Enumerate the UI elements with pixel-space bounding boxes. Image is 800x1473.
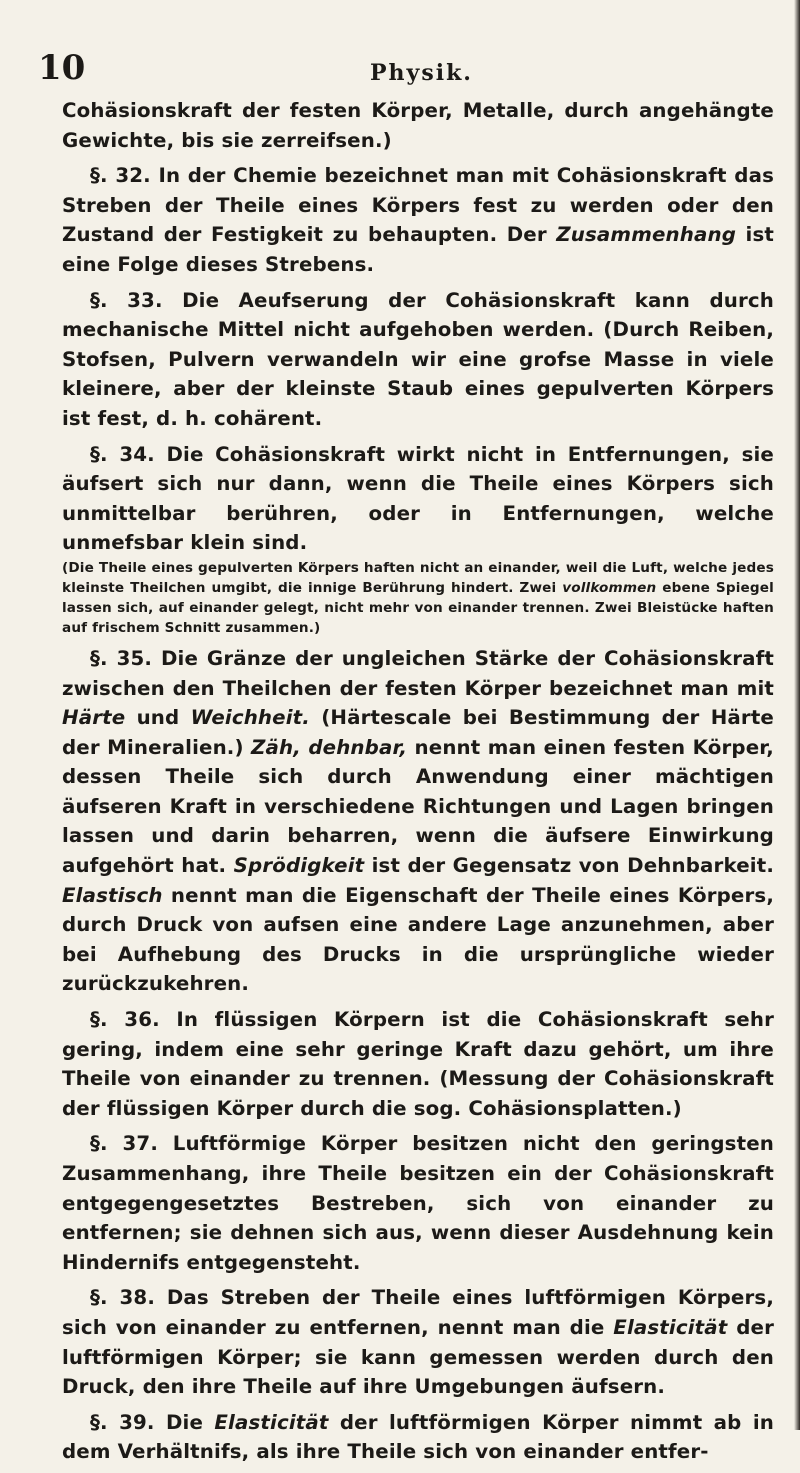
paragraph-text: nennt man die Eigenschaft der Theile eines Körpers, durch Druck von aufsen eine andere Lage anzunehmen, aber bei Aufhebung des Drucks in die ursprüngliche wieder zurückzukehren.	[62, 883, 774, 996]
paragraph-text: Die Gränze der ungleichen Stärke der Cohäsionskraft zwischen den Theilchen der festen Körper bezeichnet man mit	[62, 646, 774, 700]
paragraph-text: In der Chemie bezeichnet man mit Cohäsionskraft das Streben der Theile eines Körpers fest zu werden oder den Zustand der Festigkeit zu behaupten. Der	[62, 164, 774, 247]
emphasis: vollkommen	[562, 579, 657, 596]
page-header	[0, 48, 800, 92]
paragraph-text: nennt man einen festen Körper, dessen Theile sich durch Anwendung einer mächtigen äufseren Kraft in verschiedene Richtungen und Lagen bringen lassen und darin beharren, wenn die äufsere Einwirkung aufgehört hat.	[62, 735, 774, 878]
note-text: ebene Spiegel lassen sich, auf einander gelegt, nicht mehr von einander trennen. Zwei Bleistücke haften auf frischem Schnitt zusammen.)	[62, 579, 774, 636]
emphasis: Härte	[62, 706, 126, 730]
emphasis: Zäh, dehnbar,	[251, 735, 408, 759]
paragraph-32	[62, 161, 774, 279]
paragraph-text: (Härtescale bei Bestimmung der Härte der Mineralien.)	[62, 706, 774, 759]
paragraph-text: und	[136, 706, 180, 730]
paragraph-text: Die Aeufserung der Cohäsionskraft kann durch mechanische Mittel nicht aufgehoben werden. (Durch Reiben, Stofsen, Pulvern verwandeln wir eine grofse Masse in viele kleinere, aber der kleinste Staub eines gepulverten Körpers ist fest, d. h. cohärent.	[62, 288, 774, 430]
page-edge-shadow	[794, 0, 800, 1430]
paragraph-text: Die	[165, 1410, 204, 1434]
paragraph-text: der luftförmigen Körper nimmt ab in dem Verhältnifs, als ihre Theile sich von einander entfer-	[62, 1410, 774, 1464]
paragraph-text: Cohäsionskraft der festen Körper, Metalle, durch angehängte Gewichte, bis sie zerreifsen.)	[62, 99, 774, 152]
section-number: §. 38.	[90, 1286, 156, 1310]
emphasis: Weichheit.	[190, 706, 310, 730]
emphasis: Elastisch	[62, 883, 163, 907]
emphasis: Elasticität	[214, 1410, 329, 1434]
paragraph-37	[62, 1129, 774, 1277]
paragraph-38	[62, 1283, 774, 1401]
section-number: §. 37.	[90, 1132, 158, 1156]
section-number: §. 33.	[90, 288, 163, 312]
paragraph-text: Die Cohäsionskraft wirkt nicht in Entfernungen, sie äufsert sich nur dann, wenn die Theile eines Körpers sich unmittelbar berühren, oder in Entfernungen, welche unmefsbar klein sind.	[62, 442, 774, 555]
section-number: §. 34.	[90, 442, 155, 466]
paragraph-33	[62, 286, 774, 434]
note-text: (Die Theile eines gepulverten Körpers haften nicht an einander, weil die Luft, welche jedes kleinste Theilchen umgibt, die innige Berührung hindert. Zwei	[62, 559, 774, 596]
paragraph-text: ist eine Folge dieses Strebens.	[62, 223, 774, 276]
running-head: Physik.	[370, 60, 473, 86]
section-number: §. 32.	[90, 164, 151, 188]
paragraph-31-continued	[62, 96, 774, 155]
section-number: §. 39.	[90, 1410, 155, 1434]
section-number: §. 36.	[90, 1008, 160, 1032]
paragraph-39	[62, 1408, 774, 1467]
paragraph-text: Das Streben der Theile eines luftförmigen Körpers, sich von einander zu entfernen, nennt man die	[62, 1286, 774, 1339]
paragraph-text: ist der Gegensatz von Dehnbarkeit.	[371, 854, 775, 878]
emphasis: Zusammenhang	[556, 223, 737, 247]
body-text	[62, 96, 774, 1473]
paragraph-34	[62, 440, 774, 638]
emphasis: Sprödigkeit	[233, 854, 365, 878]
section-number: §. 35.	[90, 646, 153, 670]
paragraph-36	[62, 1005, 774, 1123]
paragraph-35	[62, 644, 774, 999]
footnote-remark	[62, 558, 774, 638]
paragraph-text: der luftförmigen Körper; sie kann gemessen werden durch den Druck, den ihre Theile auf ihre Umgebungen äufsern.	[62, 1315, 774, 1399]
paragraph-text: In flüssigen Körpern ist die Cohäsionskraft sehr gering, indem eine sehr geringe Kraft dazu gehört, um ihre Theile von einander zu trennen. (Messung der Cohäsionskraft der flüssigen Körper durch die sog. Cohäsionsplatten.)	[62, 1008, 774, 1120]
page-number: 10	[38, 48, 86, 88]
paragraph-text: Luftförmige Körper besitzen nicht den geringsten Zusammenhang, ihre Theile besitzen ein der Cohäsionskraft entgegengesetztes Bestreben, sich von einander zu entfernen; sie dehnen sich aus, wenn dieser Ausdehnung kein Hindernifs entgegensteht.	[62, 1132, 774, 1274]
emphasis: Elasticität	[613, 1315, 728, 1339]
